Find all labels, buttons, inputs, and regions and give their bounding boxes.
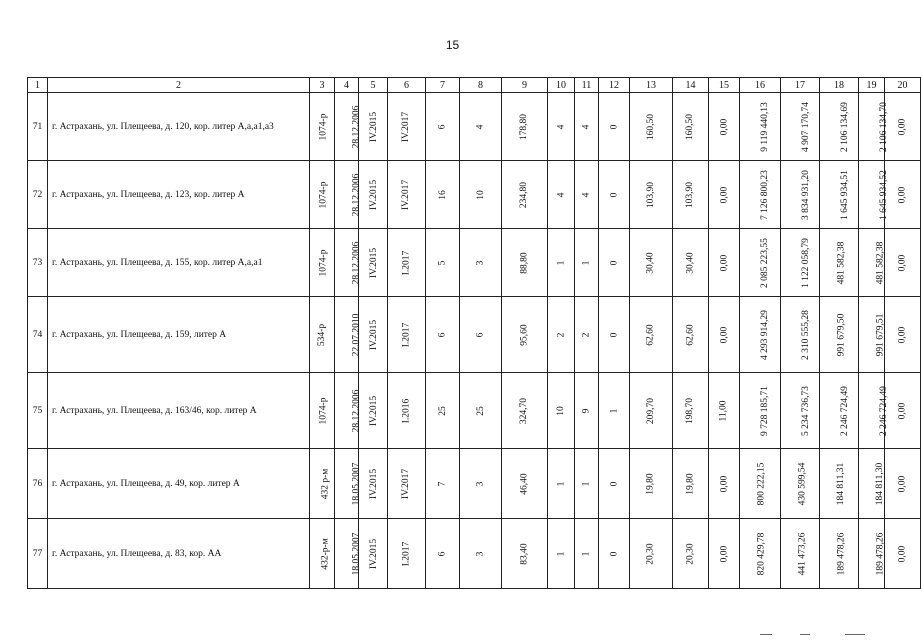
cell-value: 2 106 134,70 xyxy=(878,101,889,152)
cell-c14 xyxy=(673,161,709,229)
cell-value: IV.2015 xyxy=(369,247,380,278)
cell-doc_date xyxy=(335,519,362,589)
cell-c12 xyxy=(599,519,630,589)
address-cell: г. Астрахань, ул. Плещеева, д. 120, кор. литер А,а,а1,а3 xyxy=(48,93,310,161)
cell-c20 xyxy=(885,93,921,161)
cell-value: 4 xyxy=(581,192,592,197)
cell-value: IV.2015 xyxy=(369,319,380,350)
cell-value: 0,00 xyxy=(719,475,729,492)
cell-value: 432-р-м xyxy=(320,537,331,570)
column-header-11: 11 xyxy=(575,78,599,93)
cell-value: 3 834 931,20 xyxy=(800,169,811,220)
cell-value: 0 xyxy=(609,192,619,197)
cell-c9 xyxy=(502,449,548,519)
cell-end xyxy=(388,449,426,519)
cell-value: 0,00 xyxy=(897,186,908,203)
cell-c11 xyxy=(575,373,599,449)
cell-value: 30,40 xyxy=(646,251,656,274)
scan-mark xyxy=(845,634,865,635)
cell-value: 2 246 724,49 xyxy=(839,385,850,436)
cell-c19 xyxy=(859,161,889,229)
column-header-19: 19 xyxy=(859,78,885,93)
cell-value: 7 126 800,23 xyxy=(759,169,770,220)
cell-doc_no xyxy=(310,519,335,589)
cell-value: 6 xyxy=(437,551,448,556)
cell-c8 xyxy=(460,373,502,449)
cell-value: 0,00 xyxy=(719,118,729,135)
cell-value: 62,60 xyxy=(646,323,656,346)
cell-end xyxy=(388,519,426,589)
cell-value: 0 xyxy=(609,332,619,337)
cell-value: 1 xyxy=(581,260,592,265)
cell-value: 184 811,30 xyxy=(875,462,886,505)
cell-c10 xyxy=(548,373,575,449)
cell-c18 xyxy=(820,373,859,449)
column-header-20: 20 xyxy=(885,78,921,93)
cell-c7 xyxy=(426,161,460,229)
cell-value: 234,80 xyxy=(519,181,530,208)
cell-c8 xyxy=(460,229,502,297)
cell-c16 xyxy=(740,373,781,449)
cell-c7 xyxy=(426,519,460,589)
cell-c12 xyxy=(599,373,630,449)
cell-doc_date xyxy=(335,229,362,297)
row-number: 71 xyxy=(28,93,48,161)
cell-c17 xyxy=(781,519,820,589)
cell-value: 10 xyxy=(556,405,566,416)
cell-value: 1 122 058,79 xyxy=(800,237,811,288)
cell-value: IV.2015 xyxy=(369,179,380,210)
cell-c9 xyxy=(502,93,548,161)
cell-c14 xyxy=(673,93,709,161)
address-cell: г. Астрахань, ул. Плещеева, д. 83, кор. АА xyxy=(48,519,310,589)
row-number: 77 xyxy=(28,519,48,589)
cell-value: 4 xyxy=(556,192,566,197)
cell-c10 xyxy=(548,93,575,161)
cell-c17 xyxy=(781,161,820,229)
cell-value: IV.2017 xyxy=(401,179,412,210)
program-table xyxy=(27,77,921,589)
table-row xyxy=(28,161,921,229)
cell-value: 28.12.2006 xyxy=(351,241,362,284)
cell-c18 xyxy=(820,519,859,589)
cell-c13 xyxy=(630,373,673,449)
column-header-16: 16 xyxy=(740,78,781,93)
column-header-10: 10 xyxy=(548,78,575,93)
cell-value: 1074-р xyxy=(318,113,329,140)
address-cell: г. Астрахань, ул. Плещеева, д. 49, кор. литер А xyxy=(48,449,310,519)
cell-value: 160,50 xyxy=(685,113,696,140)
cell-value: 1 xyxy=(581,481,592,486)
header-row xyxy=(28,78,921,93)
cell-value: 0 xyxy=(609,260,619,265)
address-cell: г. Астрахань, ул. Плещеева, д. 123, кор. литер А xyxy=(48,161,310,229)
cell-c13 xyxy=(630,449,673,519)
table-row xyxy=(28,449,921,519)
column-header-12: 12 xyxy=(599,78,630,93)
cell-value: 3 xyxy=(475,260,486,265)
cell-value: 441 473,26 xyxy=(797,532,808,575)
cell-c16 xyxy=(740,519,781,589)
address-cell: г. Астрахань, ул. Плещеева, д. 163/46, кор. литер А xyxy=(48,373,310,449)
cell-value: 88,80 xyxy=(519,251,530,274)
cell-c15 xyxy=(709,93,740,161)
cell-value: 5 234 736,73 xyxy=(800,385,811,436)
cell-value: 1 645 934,51 xyxy=(839,169,850,220)
cell-value: 25 xyxy=(437,405,448,416)
cell-c15 xyxy=(709,297,740,373)
cell-value: 1 645 934,52 xyxy=(878,169,889,220)
cell-value: 103,90 xyxy=(646,181,656,208)
cell-c10 xyxy=(548,519,575,589)
cell-value: 22.07.2010 xyxy=(351,313,362,356)
cell-value: 4 xyxy=(581,124,592,129)
cell-c11 xyxy=(575,229,599,297)
cell-c10 xyxy=(548,297,575,373)
cell-c19 xyxy=(859,373,889,449)
cell-c9 xyxy=(502,229,548,297)
cell-c9 xyxy=(502,161,548,229)
cell-value: 0 xyxy=(609,124,619,129)
cell-c11 xyxy=(575,161,599,229)
cell-value: 189 478,26 xyxy=(875,532,886,575)
cell-end xyxy=(388,229,426,297)
cell-value: 0,00 xyxy=(897,326,908,343)
cell-c17 xyxy=(781,373,820,449)
cell-c15 xyxy=(709,519,740,589)
cell-value: IV.2015 xyxy=(369,468,380,499)
cell-value: 534-р xyxy=(316,323,327,346)
cell-doc_no xyxy=(310,449,335,519)
row-number: 72 xyxy=(28,161,48,229)
cell-c12 xyxy=(599,93,630,161)
cell-value: 10 xyxy=(475,189,486,200)
cell-c19 xyxy=(859,93,889,161)
cell-c17 xyxy=(781,449,820,519)
cell-value: 189 478,26 xyxy=(836,532,847,575)
cell-c12 xyxy=(599,297,630,373)
cell-value: 19,80 xyxy=(646,472,656,495)
cell-value: 2 085 223,55 xyxy=(759,237,770,288)
cell-c13 xyxy=(630,297,673,373)
cell-value: 430 599,54 xyxy=(797,462,808,505)
cell-end xyxy=(388,373,426,449)
cell-start xyxy=(359,449,388,519)
cell-c17 xyxy=(781,229,820,297)
cell-value: 11,00 xyxy=(719,399,729,422)
cell-value: 1 xyxy=(556,481,566,486)
cell-value: IV.2015 xyxy=(369,538,380,569)
cell-c11 xyxy=(575,297,599,373)
cell-c9 xyxy=(502,297,548,373)
cell-c8 xyxy=(460,519,502,589)
cell-c20 xyxy=(885,229,921,297)
cell-value: 0,00 xyxy=(897,475,908,492)
cell-value: 1 xyxy=(581,551,592,556)
cell-c10 xyxy=(548,161,575,229)
cell-c16 xyxy=(740,297,781,373)
cell-doc_date xyxy=(335,161,362,229)
cell-c7 xyxy=(426,373,460,449)
cell-value: 1 xyxy=(609,408,619,413)
table-row xyxy=(28,519,921,589)
column-header-7: 7 xyxy=(426,78,460,93)
cell-c11 xyxy=(575,449,599,519)
cell-c12 xyxy=(599,229,630,297)
cell-value: 4 xyxy=(556,124,566,129)
cell-doc_no xyxy=(310,161,335,229)
cell-value: 4 907 170,74 xyxy=(800,101,811,152)
cell-c13 xyxy=(630,519,673,589)
column-header-9: 9 xyxy=(502,78,548,93)
cell-value: 2 310 555,28 xyxy=(800,309,811,360)
cell-value: 83,40 xyxy=(519,542,530,565)
cell-c16 xyxy=(740,93,781,161)
cell-doc_no xyxy=(310,297,335,373)
cell-c18 xyxy=(820,449,859,519)
cell-c17 xyxy=(781,297,820,373)
column-header-6: 6 xyxy=(388,78,426,93)
cell-value: I.2017 xyxy=(401,541,412,566)
cell-value: 820 429,78 xyxy=(756,532,767,575)
cell-c18 xyxy=(820,297,859,373)
cell-value: 0,00 xyxy=(719,186,729,203)
column-header-8: 8 xyxy=(460,78,502,93)
column-header-14: 14 xyxy=(673,78,709,93)
cell-value: 46,40 xyxy=(519,472,530,495)
cell-value: 800 222,15 xyxy=(756,462,767,505)
cell-c15 xyxy=(709,449,740,519)
cell-c15 xyxy=(709,373,740,449)
cell-value: 991 679,50 xyxy=(836,313,847,356)
cell-value: I.2017 xyxy=(401,322,412,347)
cell-value: 178,80 xyxy=(519,113,530,140)
cell-c19 xyxy=(859,449,885,519)
cell-c9 xyxy=(502,373,548,449)
cell-value: 2 xyxy=(556,332,566,337)
cell-c14 xyxy=(673,449,709,519)
cell-c15 xyxy=(709,161,740,229)
cell-value: 2 246 724,49 xyxy=(878,385,889,436)
address-cell: г. Астрахань, ул. Плещеева, д. 155, кор. литер А,а,а1 xyxy=(48,229,310,297)
cell-c19 xyxy=(859,297,885,373)
cell-c13 xyxy=(630,93,673,161)
cell-value: 2 xyxy=(581,332,592,337)
cell-value: 9 119 440,13 xyxy=(759,101,770,152)
cell-doc_date xyxy=(335,449,362,519)
column-header-15: 15 xyxy=(709,78,740,93)
cell-value: 991 679,51 xyxy=(875,313,886,356)
cell-value: 1074-р xyxy=(318,181,329,208)
cell-value: 324,70 xyxy=(519,397,530,424)
cell-c13 xyxy=(630,161,673,229)
cell-c9 xyxy=(502,519,548,589)
cell-c20 xyxy=(885,373,921,449)
column-header-5: 5 xyxy=(359,78,388,93)
cell-value: 0,00 xyxy=(897,402,908,419)
address-cell: г. Астрахань, ул. Плещеева, д. 159, литер А xyxy=(48,297,310,373)
cell-end xyxy=(388,297,426,373)
column-header-13: 13 xyxy=(630,78,673,93)
row-number: 74 xyxy=(28,297,48,373)
cell-value: 3 xyxy=(475,551,486,556)
cell-value: 9 xyxy=(581,408,592,413)
table-row xyxy=(28,373,921,449)
cell-start xyxy=(359,519,388,589)
cell-value: 0,00 xyxy=(719,254,729,271)
cell-value: 62,60 xyxy=(685,323,696,346)
cell-value: 1074-р xyxy=(318,249,329,276)
cell-value: 7 xyxy=(437,481,448,486)
cell-c17 xyxy=(781,93,820,161)
cell-value: 28.12.2006 xyxy=(351,105,362,148)
cell-c19 xyxy=(859,519,885,589)
cell-c8 xyxy=(460,297,502,373)
cell-value: 20,30 xyxy=(646,542,656,565)
column-header-3: 3 xyxy=(310,78,335,93)
cell-value: 432 р-м xyxy=(320,468,331,499)
cell-c16 xyxy=(740,161,781,229)
cell-start xyxy=(359,161,388,229)
cell-value: 0 xyxy=(609,481,619,486)
row-number: 75 xyxy=(28,373,48,449)
cell-value: 4 293 914,29 xyxy=(759,309,770,360)
cell-c10 xyxy=(548,449,575,519)
cell-c7 xyxy=(426,229,460,297)
cell-c19 xyxy=(859,229,885,297)
cell-c7 xyxy=(426,93,460,161)
cell-start xyxy=(359,93,388,161)
cell-c11 xyxy=(575,519,599,589)
cell-value: 28.12.2006 xyxy=(351,389,362,432)
cell-value: 19,80 xyxy=(685,472,696,495)
cell-c8 xyxy=(460,93,502,161)
table-row xyxy=(28,229,921,297)
cell-value: 30,40 xyxy=(685,251,696,274)
cell-c12 xyxy=(599,161,630,229)
cell-value: 0,00 xyxy=(897,254,908,271)
cell-value: I.2016 xyxy=(401,398,412,423)
cell-value: 1074-р xyxy=(318,397,329,424)
cell-c12 xyxy=(599,449,630,519)
cell-value: 9 728 185,71 xyxy=(759,385,770,436)
cell-doc_date xyxy=(335,93,362,161)
cell-value: 184 811,31 xyxy=(836,462,847,505)
cell-value: 1 xyxy=(556,260,566,265)
cell-end xyxy=(388,161,426,229)
cell-start xyxy=(359,297,388,373)
cell-c16 xyxy=(740,449,781,519)
table-row xyxy=(28,93,921,161)
table-row xyxy=(28,297,921,373)
cell-c18 xyxy=(820,229,859,297)
cell-c20 xyxy=(885,297,921,373)
row-number: 76 xyxy=(28,449,48,519)
cell-value: 16 xyxy=(437,189,448,200)
cell-c7 xyxy=(426,449,460,519)
cell-value: 209,70 xyxy=(646,397,656,424)
cell-value: 28.12.2006 xyxy=(351,173,362,216)
cell-c18 xyxy=(820,93,859,161)
cell-c16 xyxy=(740,229,781,297)
cell-value: 5 xyxy=(437,260,448,265)
cell-value: IV.2017 xyxy=(401,111,412,142)
cell-value: 95,60 xyxy=(519,323,530,346)
cell-value: 481 582,38 xyxy=(836,241,847,284)
cell-doc_no xyxy=(310,229,335,297)
cell-value: 18.05.2007 xyxy=(351,532,362,575)
cell-c14 xyxy=(673,373,709,449)
cell-value: 6 xyxy=(475,332,486,337)
cell-c8 xyxy=(460,161,502,229)
cell-value: 3 xyxy=(475,481,486,486)
column-header-4: 4 xyxy=(335,78,359,93)
scan-mark xyxy=(800,634,810,635)
cell-c10 xyxy=(548,229,575,297)
cell-value: 4 xyxy=(475,124,486,129)
cell-value: I.2017 xyxy=(401,250,412,275)
cell-value: IV.2017 xyxy=(401,468,412,499)
cell-value: 6 xyxy=(437,332,448,337)
column-header-17: 17 xyxy=(781,78,820,93)
cell-c14 xyxy=(673,519,709,589)
cell-doc_date xyxy=(335,297,362,373)
cell-value: 25 xyxy=(475,405,486,416)
cell-c18 xyxy=(820,161,859,229)
cell-value: 0 xyxy=(609,551,619,556)
cell-c15 xyxy=(709,229,740,297)
cell-c14 xyxy=(673,229,709,297)
cell-value: 20,30 xyxy=(685,542,696,565)
cell-c7 xyxy=(426,297,460,373)
scan-mark xyxy=(760,634,772,635)
page-number: 15 xyxy=(445,38,460,52)
cell-start xyxy=(359,373,388,449)
cell-doc_no xyxy=(310,373,335,449)
cell-c20 xyxy=(885,161,921,229)
cell-value: 6 xyxy=(437,124,448,129)
cell-end xyxy=(388,93,426,161)
cell-c14 xyxy=(673,297,709,373)
cell-value: 198,70 xyxy=(685,397,696,424)
cell-value: IV.2015 xyxy=(369,395,380,426)
column-header-18: 18 xyxy=(820,78,859,93)
cell-doc_no xyxy=(310,93,335,161)
cell-c20 xyxy=(885,519,921,589)
cell-value: 2 106 134,69 xyxy=(839,101,850,152)
cell-value: 103,90 xyxy=(685,181,696,208)
cell-value: 160,50 xyxy=(646,113,656,140)
cell-c20 xyxy=(885,449,921,519)
cell-value: 0,00 xyxy=(719,326,729,343)
cell-value: 0,00 xyxy=(897,118,908,135)
row-number: 73 xyxy=(28,229,48,297)
cell-value: 481 582,38 xyxy=(875,241,886,284)
column-header-2: 2 xyxy=(48,78,310,93)
cell-value: IV.2015 xyxy=(369,111,380,142)
cell-value: 0,00 xyxy=(897,545,908,562)
column-header-1: 1 xyxy=(28,78,48,93)
cell-c13 xyxy=(630,229,673,297)
cell-c8 xyxy=(460,449,502,519)
cell-value: 18.05.2007 xyxy=(351,462,362,505)
cell-c11 xyxy=(575,93,599,161)
cell-value: 0,00 xyxy=(719,545,729,562)
cell-start xyxy=(359,229,388,297)
cell-value: 1 xyxy=(556,551,566,556)
cell-doc_date xyxy=(335,373,362,449)
